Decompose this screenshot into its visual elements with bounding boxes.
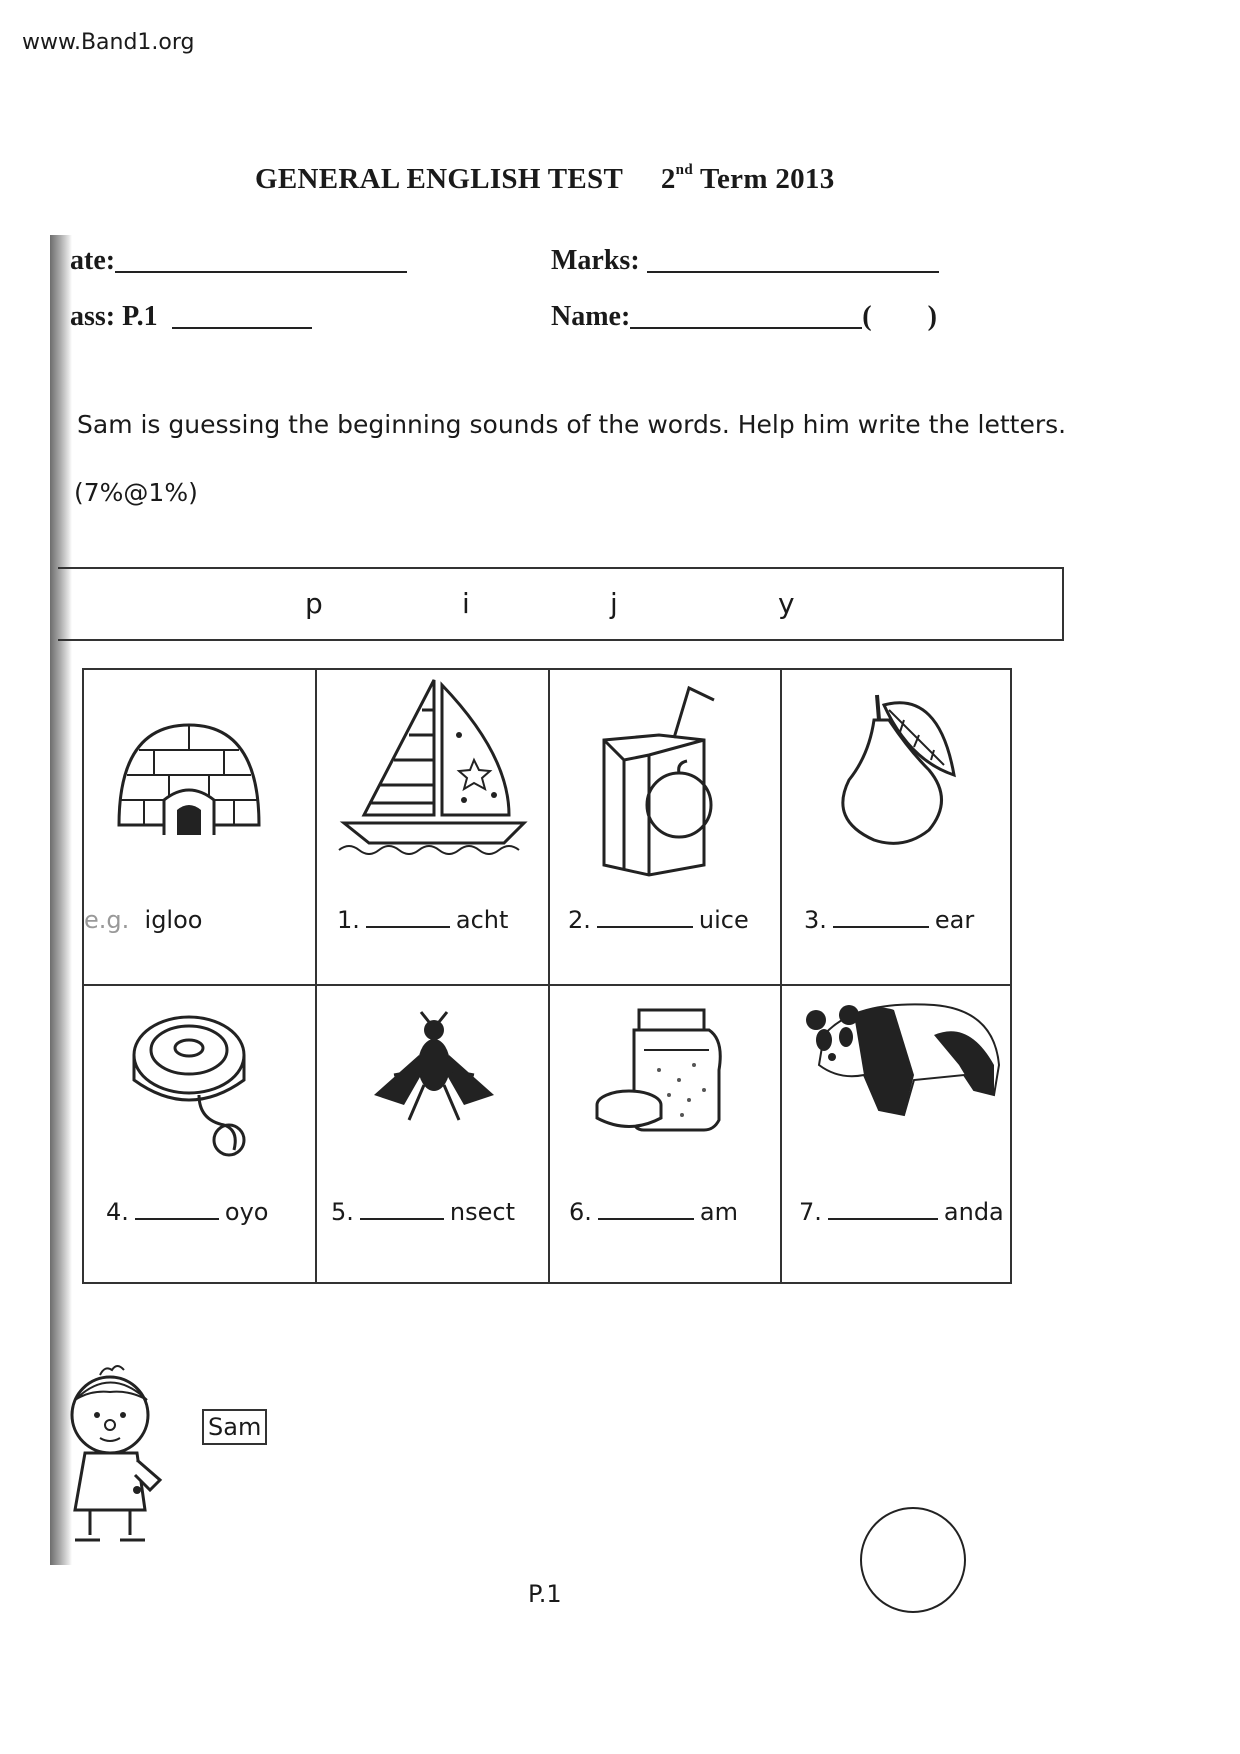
panda-icon bbox=[794, 995, 1004, 1125]
marks-input-line[interactable] bbox=[647, 271, 939, 273]
item-label bbox=[84, 906, 202, 934]
instruction-text: Sam is guessing the beginning sounds of the words. Help him write the letters. bbox=[77, 410, 1067, 439]
pear-icon bbox=[829, 680, 979, 850]
marks-field bbox=[551, 245, 939, 277]
item-number: 5. bbox=[331, 1198, 354, 1226]
class-field bbox=[70, 301, 312, 333]
name-field bbox=[551, 301, 937, 333]
watermark: www.Band1.org bbox=[22, 30, 195, 55]
igloo-icon bbox=[109, 700, 269, 850]
item-number: 3. bbox=[804, 906, 827, 934]
class-number-close: ) bbox=[927, 301, 937, 332]
instruction-marks: (7%@1%) bbox=[74, 478, 198, 507]
letter-choices-box bbox=[58, 567, 1064, 641]
letter-choice: y bbox=[778, 587, 795, 620]
score-circle[interactable] bbox=[860, 1507, 966, 1613]
term-rest: Term 2013 bbox=[700, 163, 835, 195]
item-number: 4. bbox=[106, 1198, 129, 1226]
item-number: 1. bbox=[337, 906, 360, 934]
letter-choice: j bbox=[610, 587, 618, 620]
item-word: igloo bbox=[144, 906, 203, 934]
class-number-open: ( bbox=[862, 301, 872, 332]
class-label: ass: P.1 bbox=[70, 301, 158, 332]
item-word: acht bbox=[455, 906, 509, 934]
name-input-line[interactable] bbox=[630, 327, 862, 329]
answer-blank[interactable] bbox=[833, 924, 929, 928]
class-input-line[interactable] bbox=[172, 327, 312, 329]
item-number: 2. bbox=[568, 906, 591, 934]
date-input-line[interactable] bbox=[115, 271, 407, 273]
juice-box-icon bbox=[584, 680, 744, 880]
date-field bbox=[70, 245, 407, 277]
answer-blank[interactable] bbox=[597, 924, 693, 928]
yoyo-icon bbox=[129, 1010, 259, 1160]
page-number: P.1 bbox=[528, 1580, 562, 1608]
item-number: 6. bbox=[569, 1198, 592, 1226]
sam-name-label: Sam bbox=[202, 1409, 267, 1445]
marks-label: Marks: bbox=[551, 245, 640, 276]
item-word: anda bbox=[943, 1198, 1004, 1226]
date-label: ate: bbox=[70, 245, 116, 276]
picture-grid bbox=[82, 668, 1012, 1284]
insect-icon bbox=[369, 1010, 499, 1140]
item-word: am bbox=[699, 1198, 738, 1226]
item-word: uice bbox=[698, 906, 749, 934]
name-label: Name: bbox=[551, 301, 631, 332]
answer-blank[interactable] bbox=[598, 1216, 694, 1220]
item-word: ear bbox=[934, 906, 975, 934]
item-word: nsect bbox=[449, 1198, 515, 1226]
item-label bbox=[331, 1198, 515, 1226]
answer-blank[interactable] bbox=[135, 1216, 219, 1220]
title-text: GENERAL ENGLISH TEST bbox=[255, 163, 624, 195]
term-suffix: nd bbox=[675, 162, 693, 178]
jam-jar-icon bbox=[594, 1000, 734, 1140]
answer-blank[interactable] bbox=[828, 1216, 938, 1220]
answer-blank[interactable] bbox=[360, 1216, 444, 1220]
term-ordinal: 2 bbox=[660, 163, 676, 195]
test-title bbox=[255, 162, 835, 196]
sam-character-icon bbox=[55, 1360, 175, 1550]
item-label bbox=[568, 906, 749, 934]
item-word: oyo bbox=[224, 1198, 269, 1226]
answer-blank[interactable] bbox=[366, 924, 450, 928]
item-label bbox=[337, 906, 508, 934]
item-label bbox=[106, 1198, 268, 1226]
item-label bbox=[799, 1198, 1004, 1226]
letter-choice: p bbox=[305, 587, 323, 620]
letter-choice: i bbox=[462, 587, 470, 620]
item-label bbox=[569, 1198, 738, 1226]
item-number: e.g. bbox=[84, 906, 130, 934]
yacht-icon bbox=[334, 675, 534, 855]
item-label bbox=[804, 906, 974, 934]
item-number: 7. bbox=[799, 1198, 822, 1226]
